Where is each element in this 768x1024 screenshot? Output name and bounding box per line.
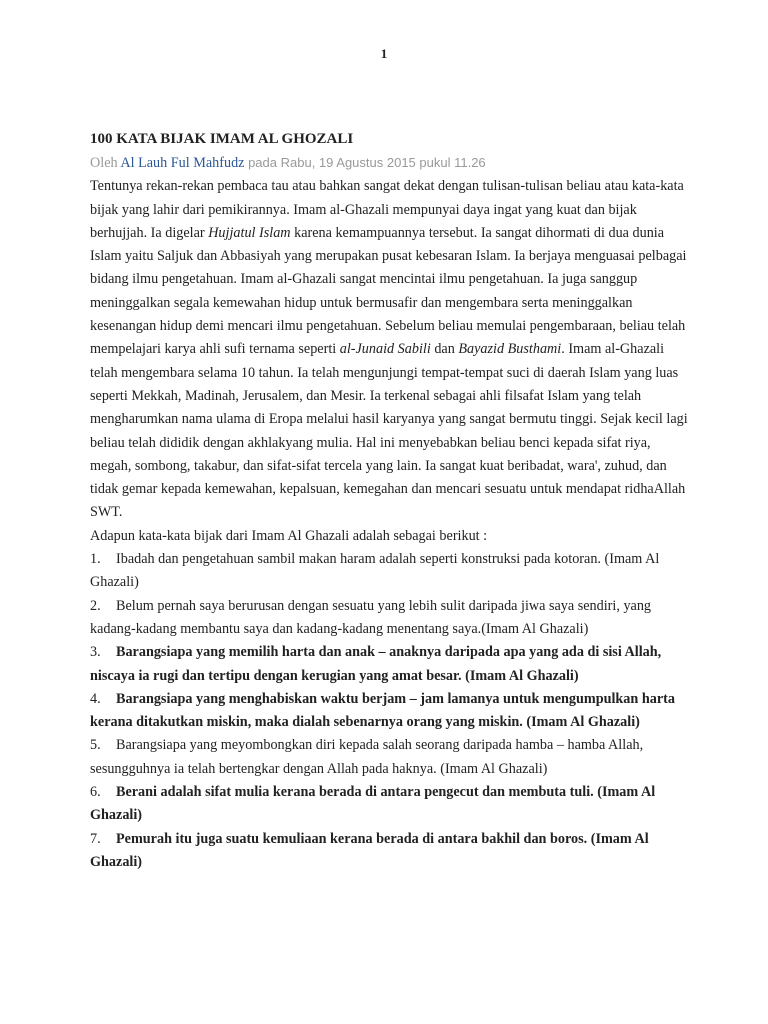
quote-item <box>90 828 690 875</box>
intro-name-bayazid: Bayazid Busthami <box>458 341 562 358</box>
intro-text-2: karena kemampuannya tersebut. Ia sangat dihormati di dua dunia Islam yaitu Saljuk dan Abbasiyah yang merupakan pusat kebesaran Islam. Ia berjaya menguasai pelbagai bidang ilmu pengetahuan. Imam al-Ghazali sangat mencintai ilmu pengetahuan. Ia juga sanggup meninggalkan segala kemewahan hidup untuk bermusafir dan mengembara serta meninggalkan kesenangan hidup demi mencari ilmu pengetahuan. Sebelum beliau memulai pengembaraan, beliau telah mempelajari karya ahli sufi ternama seperti <box>90 224 687 358</box>
quote-text: Belum pernah saya berurusan dengan sesuatu yang lebih sulit daripada jiwa saya sendiri, yang kadang-kadang membantu saya dan kadang-kadang menentang saya.(Imam Al Ghazali) <box>90 597 652 637</box>
intro-text-1: Tentunya rekan-rekan pembaca tau atau bahkan sangat dekat dengan tulisan-tulisan beliau atau kata-kata bijak yang lahir dari pemikirannya. Imam al-Ghazali mempunyai daya ingat yang kuat dan bijak berhujjah. Ia digelar <box>90 178 684 241</box>
quote-text: Ibadah dan pengetahuan sambil makan haram adalah seperti konstruksi pada kotoran. (Imam Al Ghazali) <box>90 551 660 591</box>
byline-middle: pada <box>244 155 281 170</box>
intro-text-4: . Imam al-Ghazali telah mengembara selama 10 tahun. Ia telah mengunjungi tempat-tempat suci di daerah Islam yang luas seperti Mekkah, Madinah, Jerusalem, dan Mesir. Ia terkenal sebagai ahli filsafat Islam yang telah mengharumkan nama ulama di Eropa melalui hasil karyanya yang sangat bermutu tinggi. Sejak kecil lagi beliau telah dididik dengan akhlakyang mulia. Hal ini menyebabkan beliau benci kepada sifat riya, megah, sombong, takabur, dan sifat-sifat tercela yang lain. Ia sangat kuat beribadat, wara', zuhud, dan tidak gemar kepada kemewahan, kepalsuan, kemegahan dan mencari sesuatu untuk mendapat ridhaAllah SWT. <box>90 341 688 521</box>
quote-number: 7. <box>90 830 101 847</box>
quote-item <box>90 548 690 595</box>
intro-text-3: dan <box>430 341 459 358</box>
list-intro: Adapun kata-kata bijak dari Imam Al Ghazali adalah sebagai berikut : <box>90 527 488 544</box>
post-date: Rabu, 19 Agustus 2015 pukul 11.26 <box>280 155 486 170</box>
quote-number: 2. <box>90 597 101 614</box>
byline-prefix: Oleh <box>90 155 121 171</box>
quote-text: Barangsiapa yang meyombongkan diri kepada salah seorang daripada hamba – hamba Allah, sesungguhnya ia telah bertengkar dengan Allah pada haknya. (Imam Al Ghazali) <box>90 737 644 777</box>
quote-text: Pemurah itu juga suatu kemuliaan kerana berada di antara bakhil dan boros. (Imam Al Ghazali) <box>90 830 649 870</box>
intro-name-junaid: al-Junaid Sabili <box>339 341 431 358</box>
quote-number: 4. <box>90 690 101 707</box>
quote-item <box>90 734 690 781</box>
quote-text: Barangsiapa yang memilih harta dan anak – anaknya daripada apa yang ada di sisi Allah, niscaya ia rugi dan tertipu dengan kerugian yang amat besar. (Imam Al Ghazali) <box>90 644 662 684</box>
quote-item <box>90 641 690 688</box>
document-title: 100 KATA BIJAK IMAM AL GHOZALI <box>90 131 354 147</box>
page-number: 1 <box>380 46 388 61</box>
quote-item <box>90 595 690 642</box>
document-body <box>90 128 690 874</box>
quote-number: 6. <box>90 784 101 801</box>
quote-item <box>90 781 690 828</box>
author-link[interactable]: Al Lauh Ful Mahfudz <box>120 155 245 171</box>
quote-number: 3. <box>90 644 101 661</box>
quote-number: 1. <box>90 551 101 568</box>
quote-number: 5. <box>90 737 101 754</box>
byline <box>90 151 690 175</box>
intro-term-hujjatul-islam: Hujjatul Islam <box>208 224 291 241</box>
quote-item <box>90 688 690 735</box>
intro-paragraph <box>90 175 690 524</box>
quote-text: Berani adalah sifat mulia kerana berada di antara pengecut dan membuta tuli. (Imam Al Ghazali) <box>90 784 656 824</box>
quote-list <box>90 548 690 874</box>
quote-text: Barangsiapa yang menghabiskan waktu berjam – jam lamanya untuk mengumpulkan harta kerana ditakutkan miskin, maka dialah sebenarnya orang yang miskin. (Imam Al Ghazali) <box>90 690 675 731</box>
